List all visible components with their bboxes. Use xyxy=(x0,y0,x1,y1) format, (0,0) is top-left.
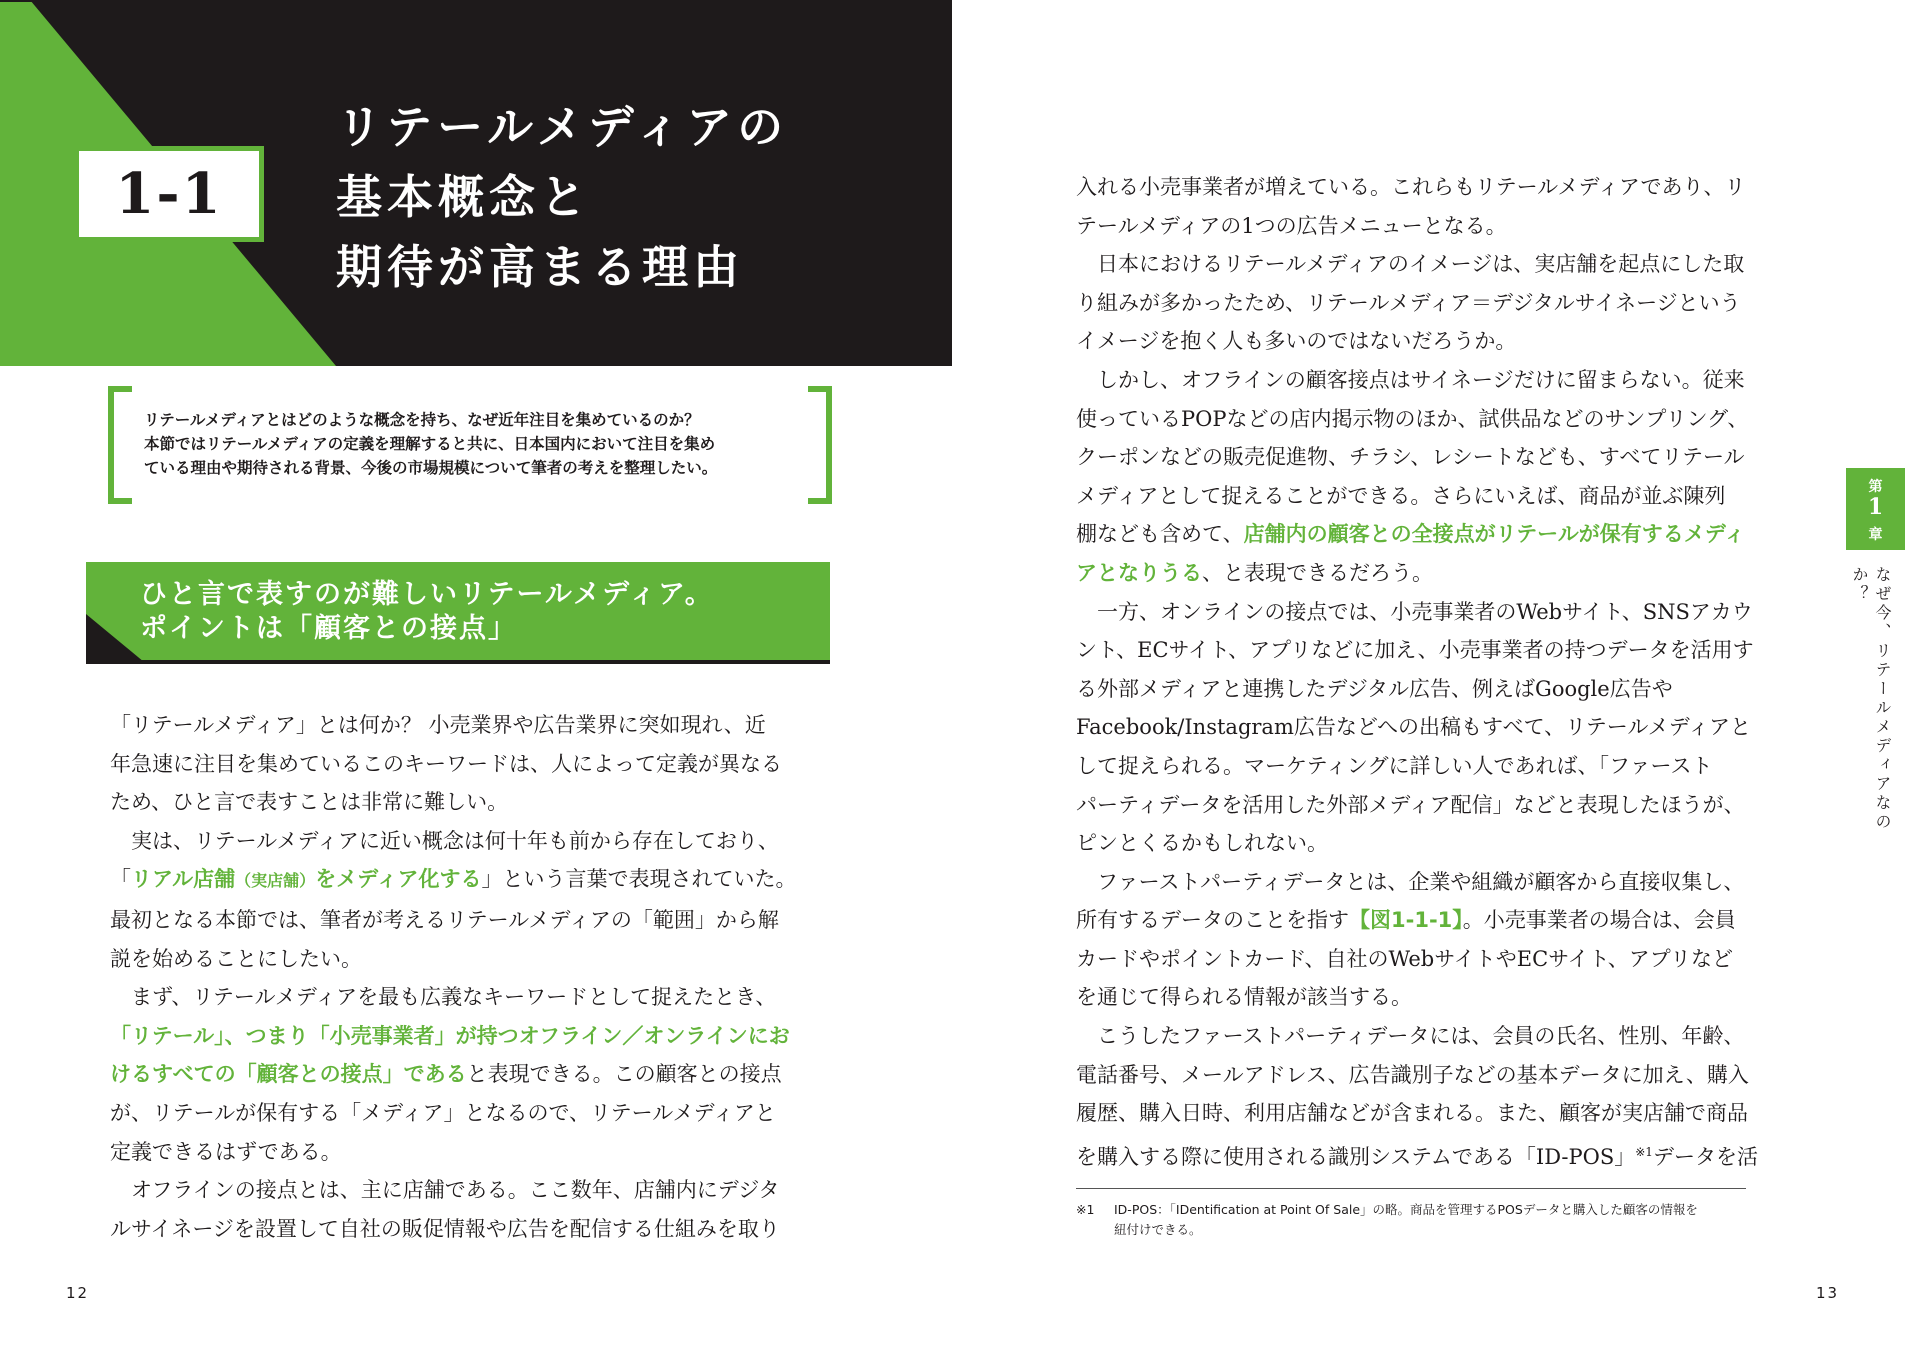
chapter-tab-number: 1 xyxy=(1867,494,1884,520)
text-run: と表現できる。この顧客との接点 xyxy=(466,1062,782,1087)
highlight-text: 店舗内の顧客との全接点がリテールが保有するメディ xyxy=(1243,522,1746,547)
text-run: 」という言葉で表現されていた。 xyxy=(481,867,797,892)
paragraph xyxy=(110,822,830,978)
paragraph xyxy=(1076,593,1754,863)
text-line: Facebook/Instagram広告などへの出稿もすべて、リテールメディアと xyxy=(1076,715,1752,740)
text-line: 実は、リテールメディアに近い概念は何十年も前から存在しており、 xyxy=(110,828,779,853)
text-line: が、リテールが保有する「メディア」となるので、リテールメディアと xyxy=(110,1100,776,1125)
text-line: 説を始めることにしたい。 xyxy=(110,946,362,971)
section-title xyxy=(336,92,896,302)
text-line: パーティデータを活用した外部メディア配信」などと表現したほうが、 xyxy=(1076,792,1745,817)
highlight-text: （実店舗） xyxy=(235,871,316,891)
text-run: データを活 xyxy=(1652,1144,1758,1169)
text-line: 入れる小売事業者が増えている。これらもリテールメディアであり、リ xyxy=(1076,175,1746,199)
highlight-text: をメディア化する xyxy=(315,867,482,892)
section-title-line-1: リテールメディアの xyxy=(336,100,789,154)
text-line: ルサイネージを設置して自社の販促情報や広告を配信する仕組みを取り xyxy=(110,1216,780,1241)
text-line: して捉えられる。マーケティングに詳しい人であれば、「ファースト xyxy=(1076,753,1713,778)
section-number: 1-1 xyxy=(115,161,223,227)
left-bracket xyxy=(108,386,132,504)
left-page xyxy=(0,0,952,1350)
text-line: ファーストパーティデータとは、企業や組織が顧客から直接収集し、 xyxy=(1076,869,1745,894)
highlight-text: アとなりうる xyxy=(1076,560,1202,585)
subheading-line-1: ひと言で表すのが難しいリテールメディア。 xyxy=(140,579,714,610)
section-title-line-2: 基本概念と xyxy=(336,170,591,224)
text-line: カードやポイントカード、自社のWebサイトやECサイト、アプリなど xyxy=(1076,946,1733,971)
text-line: しかし、オフラインの顧客接点はサイネージだけに留まらない。従来 xyxy=(1076,367,1745,392)
paragraph xyxy=(1076,168,1744,245)
text-line: 定義できるはずである。 xyxy=(110,1139,342,1164)
text-line: 日本におけるリテールメディアのイメージは、実店舗を起点にした取 xyxy=(1076,252,1745,277)
footnote-line: 紐付けできる。 xyxy=(1114,1222,1202,1237)
section-number-box xyxy=(74,146,264,242)
highlight-text: リアル店舗 xyxy=(131,867,236,892)
text-run: 、と表現できるだろう。 xyxy=(1202,560,1433,585)
paragraph xyxy=(1076,1017,1758,1176)
text-line: 最初となる本節では、筆者が考えるリテールメディアの「範囲」から解 xyxy=(110,907,779,932)
text-line xyxy=(1076,901,1744,940)
figure-reference[interactable]: 【図1-1-1】 xyxy=(1349,908,1463,933)
footnote-mark: ※1 xyxy=(1076,1202,1095,1217)
text-run: 「 xyxy=(110,867,131,892)
text-line: メディアとして捉えることができる。さらにいえば、商品が並ぶ陳列 xyxy=(1076,483,1726,508)
text-line: ピンとくるかもしれない。 xyxy=(1076,831,1328,856)
left-body-text xyxy=(110,706,830,1248)
lead-box xyxy=(108,386,832,504)
right-bracket xyxy=(808,386,832,504)
text-line: 「リテールメディア」とは何か？ 小売業界や広告業界に突如現れ、近 xyxy=(110,713,766,737)
text-line: 電話番号、メールアドレス、広告識別子などの基本データに加え、購入 xyxy=(1076,1062,1749,1087)
lead-line: リテールメディアとはどのような概念を持ち、なぜ近年注目を集めているのか？ xyxy=(144,411,700,429)
paragraph xyxy=(110,1171,830,1248)
footnote-line: ID-POS：「IDentification at Point Of Sale」の略。商品を管理するPOSデータと購入した顧客の情報を xyxy=(1114,1202,1698,1217)
lead-text xyxy=(144,408,804,480)
paragraph xyxy=(110,706,830,822)
paragraph xyxy=(1076,863,1744,1017)
text-line: ント、ECサイト、アプリなどに加え、小売事業者の持つデータを活用す xyxy=(1076,638,1754,663)
right-page xyxy=(952,0,1905,1350)
text-run: 棚なども含めて、 xyxy=(1076,522,1244,547)
subheading-banner xyxy=(86,562,830,664)
text-line xyxy=(1076,1133,1758,1177)
text-line: ため、ひと言で表すことは非常に難しい。 xyxy=(110,790,509,815)
text-line: 履歴、購入日時、利用店舗などが含まれる。また、顧客が実店舗で商品 xyxy=(1076,1101,1748,1126)
text-line: オフラインの接点とは、主に店舗である。ここ数年、店舗内にデジタ xyxy=(110,1178,780,1203)
footnote-divider xyxy=(1076,1188,1746,1189)
text-line: こうしたファーストパーティデータには、会員の氏名、性別、年齢、 xyxy=(1076,1024,1745,1049)
text-line xyxy=(110,1055,830,1094)
highlight-text: けるすべての「顧客との接点」である xyxy=(110,1062,467,1087)
paragraph xyxy=(110,978,830,1171)
text-line xyxy=(110,860,830,901)
page-number-right: 13 xyxy=(1816,1284,1840,1302)
section-header xyxy=(0,0,952,366)
text-line: 年急速に注目を集めているこのキーワードは、人によって定義が異なる xyxy=(110,751,782,776)
text-line xyxy=(1076,554,1744,593)
lead-line: 本節ではリテールメディアの定義を理解すると共に、日本国内において注目を集め xyxy=(144,435,716,453)
chapter-tab-label-bottom: 章 xyxy=(1868,527,1883,543)
right-body-text xyxy=(1076,168,1758,1176)
chapter-tab[interactable] xyxy=(1846,468,1905,550)
lead-line: ている理由や期待される背景、今後の市場規模について筆者の考えを整理したい。 xyxy=(144,459,718,477)
paragraph xyxy=(1076,361,1749,593)
highlight-text: 「リテール」、つまり「小売事業者」が持つオフライン／オンラインにお xyxy=(110,1023,790,1048)
text-line: を通じて得られる情報が該当する。 xyxy=(1076,985,1412,1010)
text-run: 所有するデータのことを指す xyxy=(1076,908,1349,933)
text-line: 使っているPOPなどの店内掲示物のほか、試供品などのサンプリング、 xyxy=(1076,406,1749,431)
text-line: クーポンなどの販売促進物、チラシ、レシートなども、すべてリテール xyxy=(1076,445,1745,470)
chapter-tab-label-top: 第 xyxy=(1868,479,1883,495)
paragraph xyxy=(1076,245,1744,361)
text-line: テールメディアの1つの広告メニューとなる。 xyxy=(1076,213,1507,238)
section-title-line-3: 期待が高まる理由 xyxy=(336,240,744,294)
page-number-left: 12 xyxy=(66,1284,90,1302)
footnote-marker[interactable]: ※1 xyxy=(1635,1144,1653,1159)
text-line: まず、リテールメディアを最も広義なキーワードとして捉えたとき、 xyxy=(110,985,777,1010)
chapter-side-title: なぜ今、リテールメディアなのか？ xyxy=(1850,566,1892,832)
text-run: 。小売事業者の場合は、会員 xyxy=(1462,908,1736,933)
text-line xyxy=(1076,515,1744,554)
text-line: 一方、オンラインの接点では、小売事業者のWebサイト、SNSアカウ xyxy=(1076,599,1753,624)
text-line: り組みが多かったため、リテールメディア＝デジタルサイネージという xyxy=(1076,290,1741,315)
text-run: を購入する際に使用される識別システムである「ID-POS」 xyxy=(1076,1144,1636,1169)
subheading-text xyxy=(140,578,820,646)
footnote-text xyxy=(1114,1200,1698,1240)
text-line: る外部メディアと連携したデジタル広告、例えばGoogle広告や xyxy=(1076,676,1673,701)
subheading-line-2: ポイントは「顧客との接点」 xyxy=(140,613,517,644)
text-line: イメージを抱く人も多いのではないだろうか。 xyxy=(1076,329,1517,354)
